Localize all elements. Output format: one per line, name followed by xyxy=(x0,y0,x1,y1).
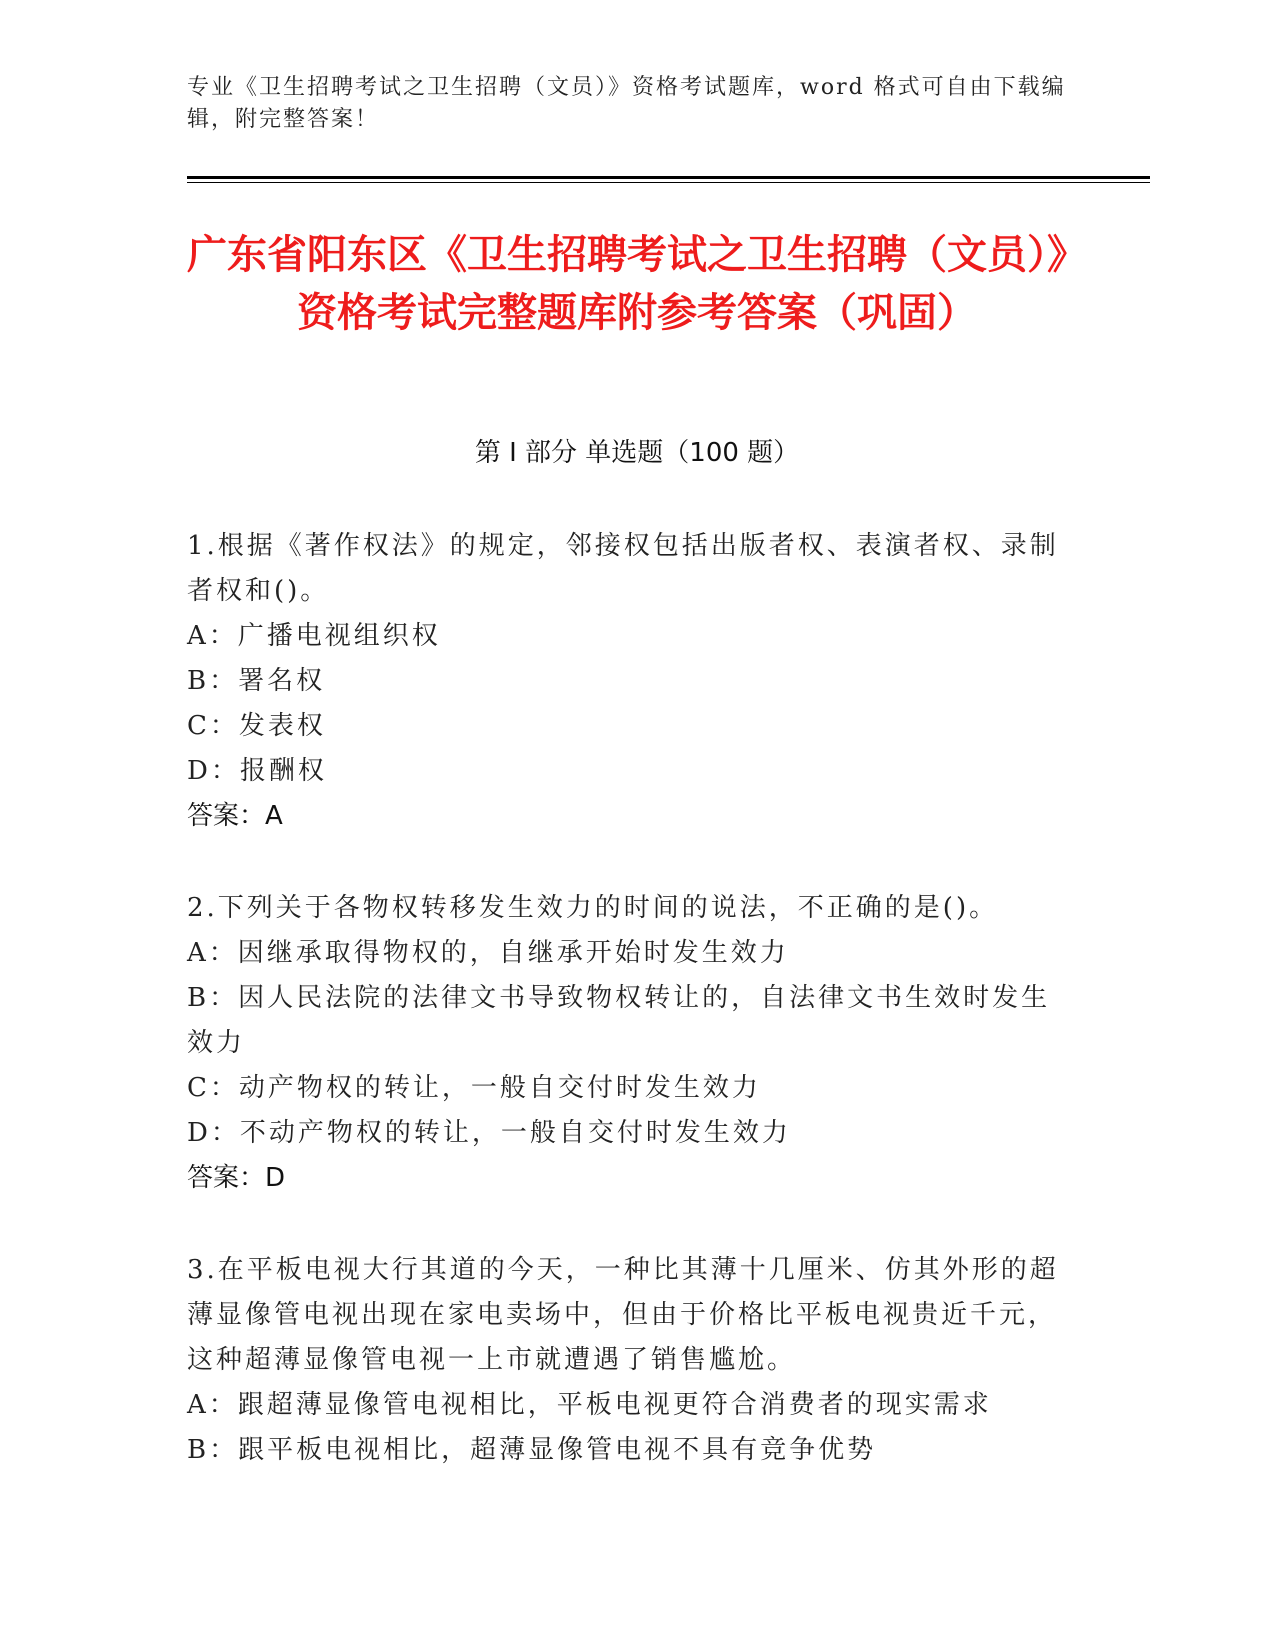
answer: 答案：A xyxy=(187,801,283,831)
document-title: 广东省阳东区《卫生招聘考试之卫生招聘（文员）》资格考试完整题库附参考答案（巩固） xyxy=(187,232,1087,336)
header-divider-thin xyxy=(187,182,1150,183)
question-3 xyxy=(187,1248,1067,1473)
option-d: D：不动产物权的转让，一般自交付时发生效力 xyxy=(187,1118,791,1148)
question-stem: 3.在平板电视大行其道的今天，一种比其薄十几厘米、仿其外形的超薄显像管电视出现在家电卖场中，但由于价格比平板电视贵近千元，这种超薄显像管电视一上市就遭遇了销售尴尬。 xyxy=(187,1255,1059,1375)
question-1 xyxy=(187,524,1067,839)
option-a: A：因继承取得物权的，自继承开始时发生效力 xyxy=(187,938,789,968)
answer: 答案：D xyxy=(187,1163,286,1193)
option-c: C：发表权 xyxy=(187,711,326,741)
section-heading: 第 I 部分 单选题（100 题） xyxy=(474,438,800,468)
option-a: A：广播电视组织权 xyxy=(187,621,441,651)
option-b: B：因人民法院的法律文书导致物权转让的，自法律文书生效时发生效力 xyxy=(187,983,1051,1058)
option-b: B：跟平板电视相比，超薄显像管电视不具有竞争优势 xyxy=(187,1435,877,1465)
option-d: D：报酬权 xyxy=(187,756,327,786)
question-2 xyxy=(187,886,1067,1201)
question-stem: 1.根据《著作权法》的规定，邻接权包括出版者权、表演者权、录制者权和()。 xyxy=(187,531,1059,606)
header-note: 专业《卫生招聘考试之卫生招聘（文员）》资格考试题库，word 格式可自由下载编辑，附完整答案！ xyxy=(187,75,1066,132)
option-a: A：跟超薄显像管电视相比，平板电视更符合消费者的现实需求 xyxy=(187,1390,992,1420)
header-divider-thick xyxy=(187,176,1150,179)
option-c: C：动产物权的转让，一般自交付时发生效力 xyxy=(187,1073,761,1103)
option-b: B：署名权 xyxy=(187,666,326,696)
question-stem: 2.下列关于各物权转移发生效力的时间的说法，不正确的是()。 xyxy=(187,893,999,923)
